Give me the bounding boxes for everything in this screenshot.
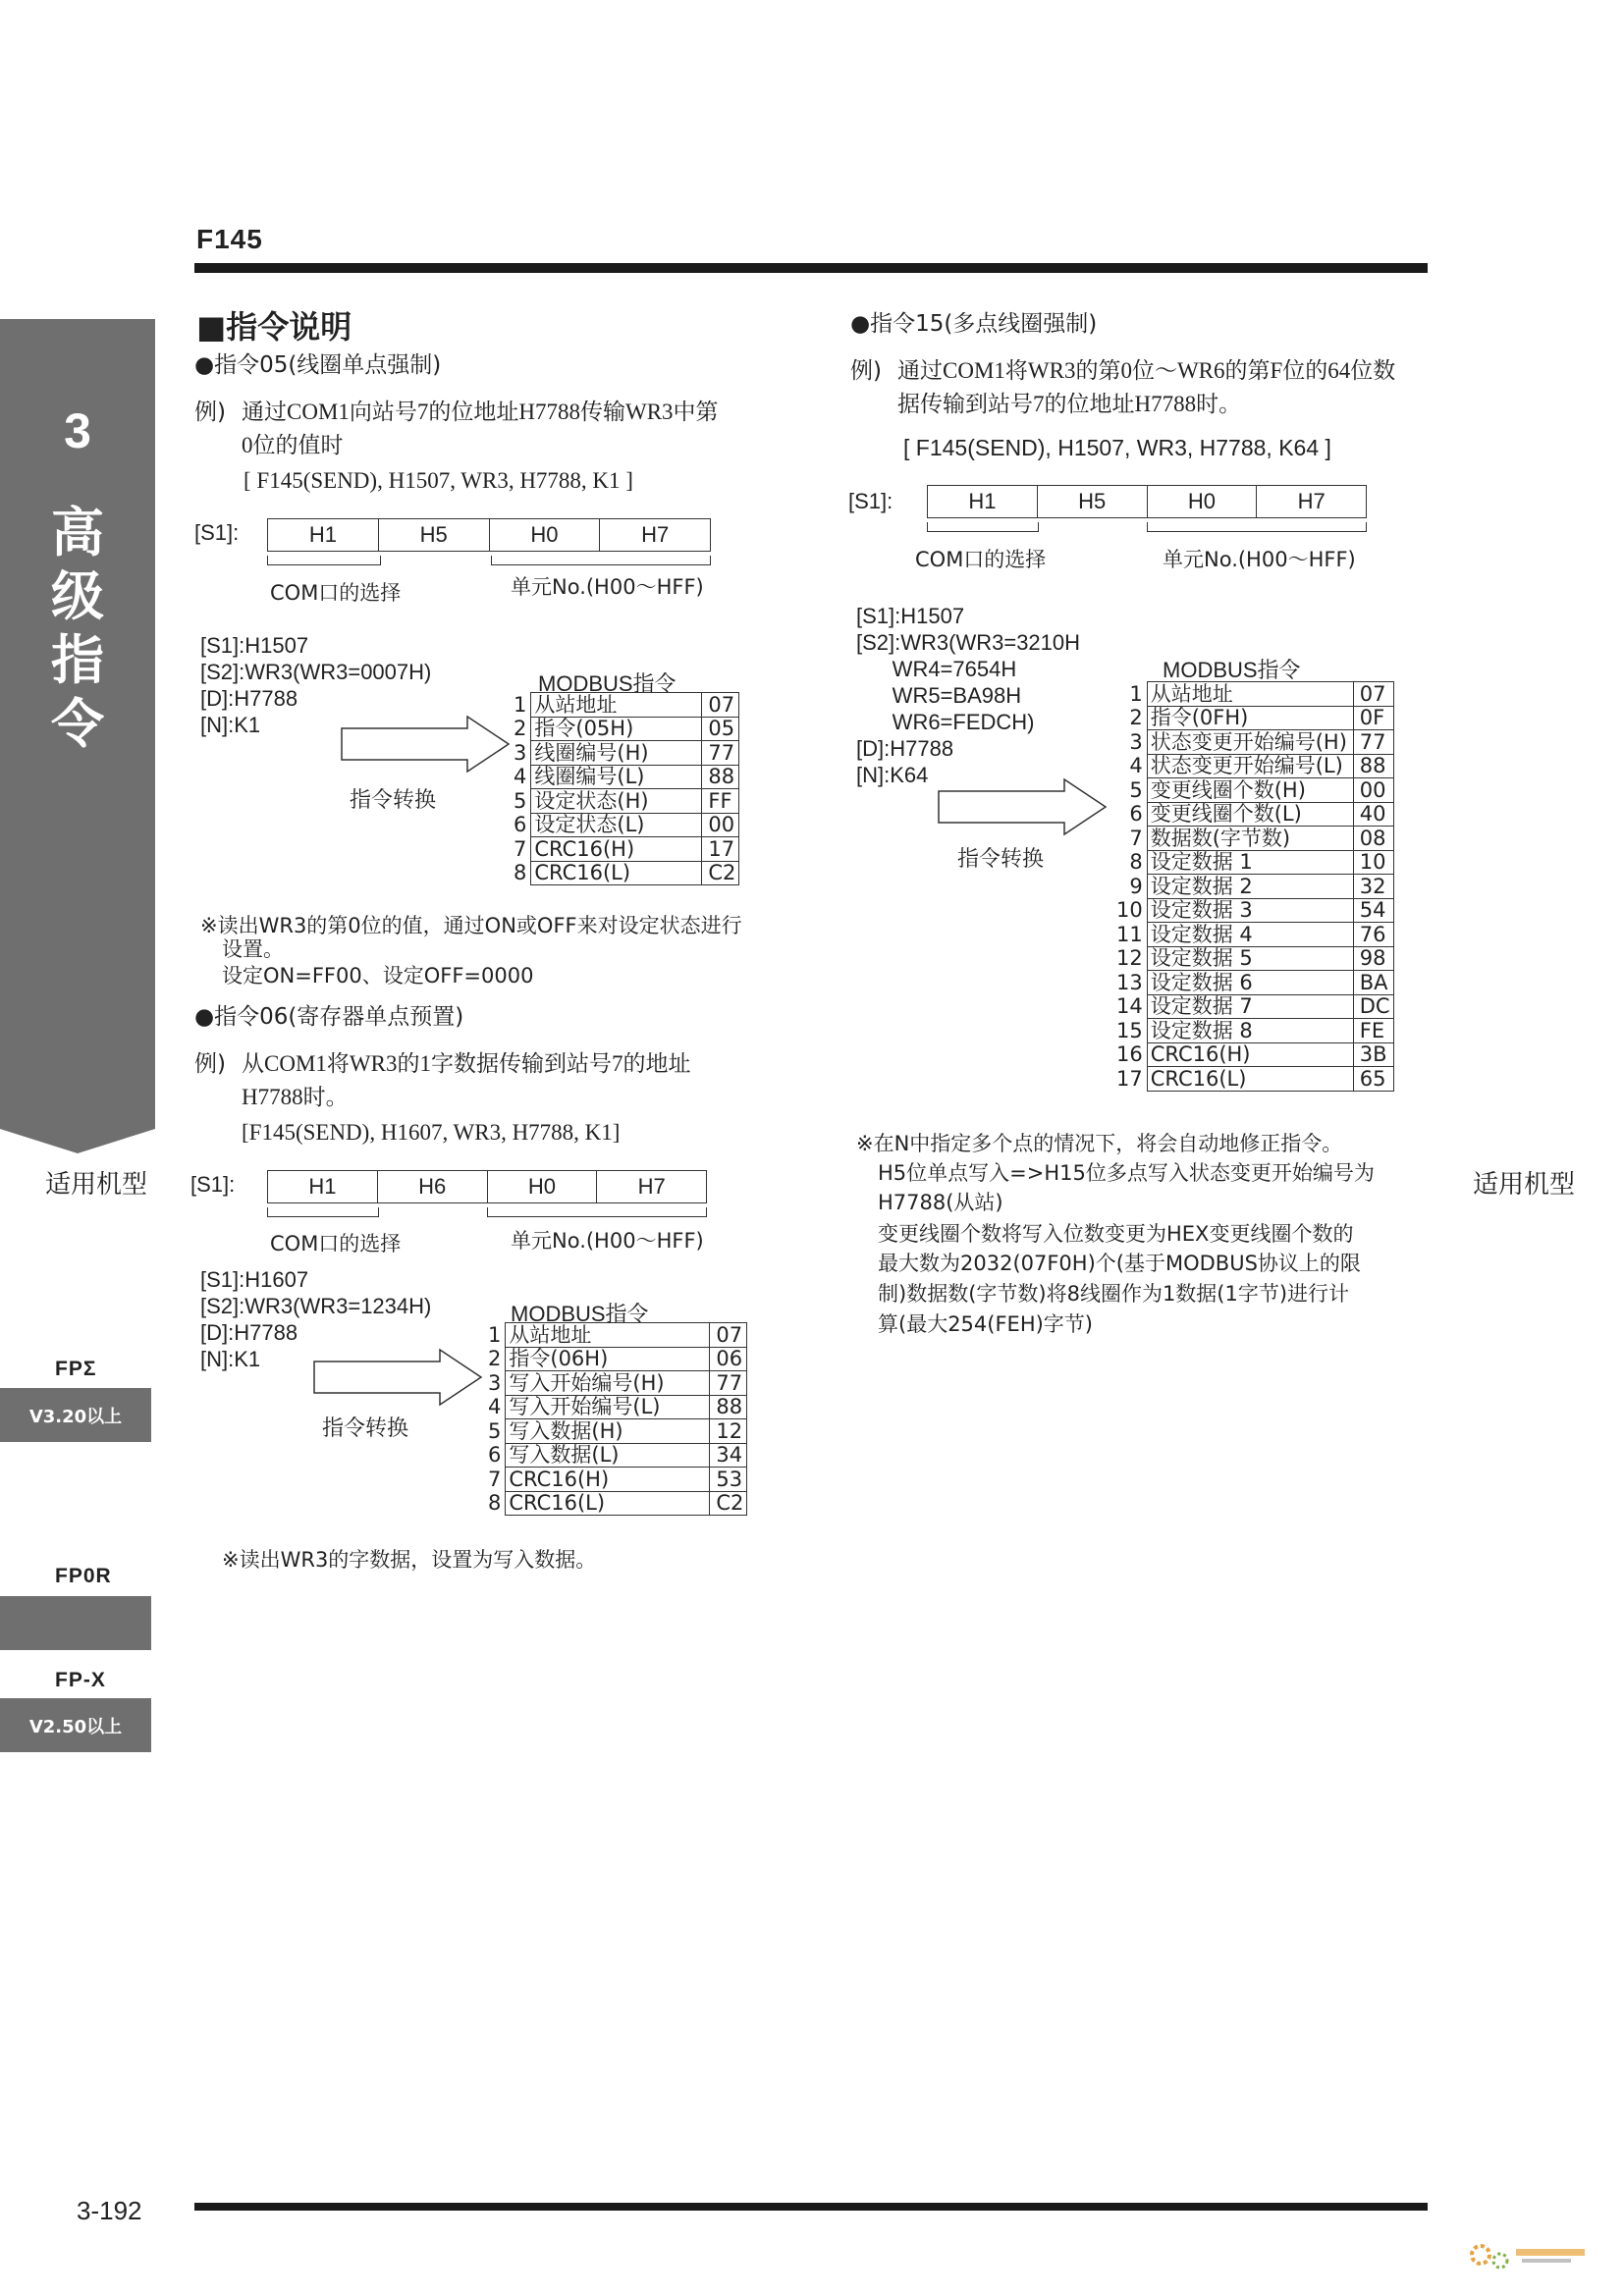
param-s2: [S2]:WR3(WR3=1234H)	[200, 1294, 432, 1318]
field-value: 07	[702, 693, 739, 718]
param-d: [D]:H7788	[200, 1320, 298, 1345]
field-value: 76	[1353, 923, 1393, 947]
row-number: 3	[514, 740, 527, 765]
s1-cell: H0	[1148, 486, 1258, 517]
param-s2-wr4: WR4=7654H	[856, 657, 1017, 681]
cmd15-note: H5位单点写入=>H15位多点写入状态变更开始编号为	[878, 1161, 1375, 1185]
s1-cell: H1	[928, 486, 1038, 517]
brace	[267, 556, 381, 565]
modbus-table-cmd05	[511, 692, 739, 885]
brace	[1147, 522, 1367, 532]
row-number: 13	[1116, 970, 1143, 994]
field-value: 34	[710, 1443, 747, 1468]
watermark-logo-icon	[1467, 2235, 1595, 2274]
field-value: 98	[1353, 946, 1393, 971]
chapter-title-char: 高	[51, 502, 104, 563]
row-number: 11	[1116, 922, 1143, 946]
field-name: 设定数据 2	[1147, 875, 1353, 899]
conversion-arrow-icon	[340, 715, 513, 774]
s1-cell: H5	[1038, 486, 1148, 517]
field-name: 状态变更开始编号(H)	[1147, 730, 1353, 755]
cmd15-example-line2: 据传输到站号7的位地址H7788时。	[897, 392, 1242, 416]
table-row	[1113, 923, 1393, 947]
cmd15-note: 算(最大254(FEH)字节)	[878, 1312, 1093, 1336]
s1-cell: H1	[268, 1171, 378, 1202]
cmd05-example-line1: 通过COM1向站号7的位地址H7788传输WR3中第	[242, 400, 719, 424]
table-row	[485, 1468, 747, 1492]
table-row	[1113, 898, 1393, 923]
field-value: 12	[710, 1419, 747, 1444]
table-row	[1113, 1042, 1393, 1067]
chapter-number: 3	[64, 403, 91, 458]
table-row	[1113, 706, 1393, 730]
field-value: 07	[710, 1323, 747, 1348]
table-row	[485, 1419, 747, 1444]
brace	[927, 522, 1039, 532]
field-value: 17	[702, 837, 739, 862]
field-value: 32	[1353, 875, 1393, 899]
cmd06-example-line2: H7788时。	[242, 1085, 349, 1109]
table-row	[511, 789, 739, 814]
row-number: 8	[1129, 850, 1143, 875]
field-name: 指令(0FH)	[1147, 706, 1353, 730]
conversion-label: 指令转换	[957, 847, 1045, 872]
model-version-box: V3.20以上	[0, 1388, 151, 1442]
com-port-select-label: COM口的选择	[270, 1232, 402, 1255]
applicable-models-label: 适用机型	[45, 1170, 148, 1200]
cmd05-title: ●指令05(线圈单点强制)	[194, 352, 442, 378]
unit-no-label: 单元No.(H00～HFF)	[511, 1229, 704, 1253]
cmd06-instruction: [F145(SEND), H1607, WR3, H7788, K1]	[242, 1120, 621, 1145]
brace	[491, 556, 711, 565]
modbus-table-cmd15	[1113, 681, 1394, 1092]
header-rule	[194, 263, 1428, 273]
field-value: 77	[1353, 730, 1393, 755]
table-row	[511, 861, 739, 885]
section-title: ■指令说明	[196, 308, 352, 346]
table-row	[1113, 778, 1393, 803]
model-name: FPΣ	[55, 1358, 97, 1380]
row-number: 12	[1116, 946, 1143, 971]
param-s2: [S2]:WR3(WR3=0007H)	[200, 660, 432, 684]
footer-rule	[194, 2203, 1428, 2211]
field-value: 10	[1353, 850, 1393, 875]
s1-cell: H7	[637, 1174, 666, 1199]
cmd06-note: ※读出WR3的字数据，设置为写入数据。	[222, 1548, 597, 1572]
param-d: [D]:H7788	[200, 686, 298, 711]
table-row	[1113, 1019, 1393, 1043]
field-name: 设定数据 1	[1147, 850, 1353, 875]
field-value: 54	[1353, 898, 1393, 923]
table-row	[1113, 971, 1393, 995]
model-name: FP-X	[55, 1669, 106, 1691]
field-name: CRC16(L)	[506, 1491, 710, 1516]
row-number: 3	[488, 1370, 502, 1395]
table-row	[1113, 802, 1393, 827]
field-value: 77	[710, 1371, 747, 1396]
param-s1: [S1]:H1507	[856, 604, 965, 628]
brace	[267, 1207, 379, 1217]
field-value: 88	[1353, 754, 1393, 778]
row-number: 6	[514, 813, 527, 837]
unit-no-label: 单元No.(H00～HFF)	[511, 575, 704, 599]
chapter-title-char: 级	[51, 565, 104, 627]
field-value: 40	[1353, 802, 1393, 827]
field-name: CRC16(H)	[531, 837, 702, 862]
param-d: [D]:H7788	[856, 736, 954, 761]
row-number: 4	[514, 765, 527, 789]
cmd15-note: 变更线圈个数将写入位数变更为HEX变更线圈个数的	[878, 1222, 1354, 1246]
field-value: 0F	[1353, 706, 1393, 730]
cmd15-note: H7788(从站)	[878, 1191, 1003, 1214]
s1-cell: H0	[488, 1171, 598, 1202]
field-value: C2	[702, 861, 739, 885]
row-number: 7	[514, 836, 527, 861]
row-number: 7	[1129, 826, 1143, 850]
field-value: 05	[702, 717, 739, 741]
s1-cell: H6	[378, 1171, 488, 1202]
field-name: 设定数据 3	[1147, 898, 1353, 923]
page-header-title: F145	[196, 224, 263, 254]
field-name: 从站地址	[1147, 682, 1353, 707]
chapter-title-char: 指	[51, 629, 104, 691]
field-name: 写入数据(H)	[506, 1419, 710, 1444]
field-name: 设定数据 8	[1147, 1019, 1353, 1043]
cmd15-note: 最大数为2032(07F0H)个(基于MODBUS协议上的限	[878, 1252, 1361, 1275]
table-row	[485, 1395, 747, 1419]
row-number: 4	[1129, 754, 1143, 778]
field-value: 00	[702, 813, 739, 837]
field-value: FE	[1353, 1019, 1393, 1043]
field-name: 写入开始编号(L)	[506, 1395, 710, 1419]
row-number: 15	[1116, 1018, 1143, 1042]
row-number: 5	[514, 788, 527, 813]
cmd06-example-label: 例)	[194, 1051, 226, 1077]
table-row	[511, 741, 739, 766]
cmd05-example-label: 例)	[194, 400, 226, 425]
field-value: 08	[1353, 827, 1393, 851]
s1-label: [S1]:	[194, 520, 240, 545]
modbus-table-title: MODBUS指令	[511, 1302, 649, 1326]
brace	[487, 1207, 707, 1217]
unit-no-label: 单元No.(H00～HFF)	[1163, 548, 1356, 571]
table-row	[485, 1347, 747, 1371]
cmd05-note: 设置。	[222, 937, 284, 961]
row-number: 16	[1116, 1042, 1143, 1067]
model-name: FP0R	[55, 1565, 112, 1587]
row-number: 2	[488, 1347, 502, 1371]
s1-cell: H7	[641, 522, 670, 547]
field-value: 88	[702, 765, 739, 789]
param-s2-wr5: WR5=BA98H	[856, 683, 1022, 708]
table-row	[1113, 1067, 1393, 1092]
page-number: 3-192	[77, 2196, 142, 2225]
model-version-box	[0, 1596, 151, 1650]
modbus-table-cmd06	[485, 1322, 747, 1516]
field-name: 写入数据(L)	[506, 1443, 710, 1468]
conversion-label: 指令转换	[350, 788, 437, 813]
param-n: [N]:K1	[200, 1347, 261, 1371]
param-n: [N]:K64	[856, 763, 929, 787]
table-row	[511, 765, 739, 789]
table-row	[511, 717, 739, 741]
field-name: 设定数据 7	[1147, 994, 1353, 1019]
row-number: 3	[1129, 729, 1143, 754]
table-row	[1113, 827, 1393, 851]
com-port-select-label: COM口的选择	[915, 548, 1047, 571]
table-row	[511, 813, 739, 837]
row-number: 2	[1129, 706, 1143, 730]
field-value: 00	[1353, 778, 1393, 803]
field-name: 状态变更开始编号(L)	[1147, 754, 1353, 778]
param-s2-wr6: WR6=FEDCH)	[856, 710, 1035, 734]
field-name: 数据数(字节数)	[1147, 827, 1353, 851]
s1-bit-box	[927, 485, 1367, 518]
param-s1: [S1]:H1607	[200, 1267, 309, 1292]
s1-bit-box	[267, 518, 711, 552]
row-number: 7	[488, 1467, 502, 1491]
s1-label: [S1]:	[848, 489, 893, 513]
cmd15-example-line1: 通过COM1将WR3的第0位～WR6的第F位的64位数	[897, 358, 1396, 383]
field-name: 变更线圈个数(L)	[1147, 802, 1353, 827]
table-row	[485, 1443, 747, 1468]
table-row	[1113, 754, 1393, 778]
field-name: 从站地址	[506, 1323, 710, 1348]
table-row	[1113, 682, 1393, 707]
field-value: 3B	[1353, 1042, 1393, 1067]
table-row	[1113, 946, 1393, 971]
field-value: FF	[702, 789, 739, 814]
table-row	[485, 1323, 747, 1348]
row-number: 6	[1129, 802, 1143, 827]
param-s2: [S2]:WR3(WR3=3210H	[856, 630, 1081, 655]
cmd15-example-label: 例)	[850, 358, 882, 384]
s1-cell: H0	[490, 519, 601, 551]
row-number: 10	[1116, 898, 1143, 923]
s1-cell: H5	[379, 519, 490, 551]
cmd15-title: ●指令15(多点线圈强制)	[850, 311, 1098, 337]
row-number: 5	[488, 1418, 502, 1443]
field-value: 77	[702, 741, 739, 766]
table-row	[511, 837, 739, 862]
field-name: 设定状态(L)	[531, 813, 702, 837]
field-name: CRC16(H)	[506, 1468, 710, 1492]
field-name: 指令(06H)	[506, 1347, 710, 1371]
field-value: 07	[1353, 682, 1393, 707]
conversion-arrow-icon	[937, 777, 1110, 836]
field-value: 53	[710, 1468, 747, 1492]
field-value: 65	[1353, 1067, 1393, 1092]
field-name: 从站地址	[531, 693, 702, 718]
field-name: CRC16(L)	[531, 861, 702, 885]
field-name: 设定数据 4	[1147, 923, 1353, 947]
field-value: BA	[1353, 971, 1393, 995]
table-row	[1113, 730, 1393, 755]
model-version-box: V2.50以上	[0, 1698, 151, 1752]
row-number: 1	[1129, 681, 1143, 706]
table-row	[511, 693, 739, 718]
field-name: 线圈编号(L)	[531, 765, 702, 789]
field-name: 设定数据 5	[1147, 946, 1353, 971]
conversion-arrow-icon	[312, 1348, 485, 1407]
field-value: 88	[710, 1395, 747, 1419]
cmd15-instruction: [ F145(SEND), H1507, WR3, H7788, K64 ]	[903, 435, 1331, 460]
s1-bit-box	[267, 1170, 707, 1203]
s1-cell: H7	[1297, 489, 1326, 513]
field-name: CRC16(L)	[1147, 1067, 1353, 1092]
row-number: 5	[1129, 777, 1143, 802]
modbus-table-title: MODBUS指令	[538, 671, 677, 696]
modbus-table-title: MODBUS指令	[1163, 658, 1301, 682]
cmd06-title: ●指令06(寄存器单点预置)	[194, 1004, 464, 1030]
row-number: 1	[514, 692, 527, 717]
s1-label: [S1]:	[190, 1172, 236, 1197]
row-number: 9	[1129, 874, 1143, 898]
field-value: 06	[710, 1347, 747, 1371]
cmd15-note: 制)数据数(字节数)将8线圈作为1数据(1字节)进行计	[878, 1282, 1350, 1306]
cmd06-example-line1: 从COM1将WR3的1字数据传输到站号7的地址	[242, 1051, 691, 1076]
table-row	[485, 1491, 747, 1516]
cmd05-note: ※读出WR3的第0位的值，通过ON或OFF来对设定状态进行	[200, 914, 742, 937]
chapter-title-char: 令	[51, 693, 104, 755]
row-number: 14	[1116, 994, 1143, 1019]
row-number: 8	[514, 861, 527, 885]
field-name: CRC16(H)	[1147, 1042, 1353, 1067]
field-name: 变更线圈个数(H)	[1147, 778, 1353, 803]
field-value: DC	[1353, 994, 1393, 1019]
row-number: 17	[1116, 1066, 1143, 1091]
field-name: 设定数据 6	[1147, 971, 1353, 995]
field-value: C2	[710, 1491, 747, 1516]
cmd15-note: ※在N中指定多个点的情况下，将会自动地修正指令。	[856, 1132, 1343, 1155]
cmd05-example-line2: 0位的值时	[242, 433, 344, 457]
conversion-label: 指令转换	[322, 1416, 409, 1441]
s1-cell: H1	[268, 519, 379, 551]
row-number: 2	[514, 717, 527, 741]
table-row	[1113, 850, 1393, 875]
table-row	[485, 1371, 747, 1396]
field-name: 写入开始编号(H)	[506, 1371, 710, 1396]
field-name: 线圈编号(H)	[531, 741, 702, 766]
table-row	[1113, 994, 1393, 1019]
table-row	[1113, 875, 1393, 899]
field-name: 设定状态(H)	[531, 789, 702, 814]
row-number: 6	[488, 1443, 502, 1468]
field-name: 指令(05H)	[531, 717, 702, 741]
row-number: 4	[488, 1395, 502, 1419]
applicable-models-label: 适用机型	[1473, 1170, 1576, 1200]
param-n: [N]:K1	[200, 713, 261, 737]
param-s1: [S1]:H1507	[200, 633, 309, 658]
com-port-select-label: COM口的选择	[270, 581, 402, 605]
cmd05-instruction: [ F145(SEND), H1507, WR3, H7788, K1 ]	[244, 468, 633, 493]
row-number: 1	[488, 1322, 502, 1347]
cmd05-note: 设定ON=FF00、设定OFF=0000	[222, 964, 534, 988]
row-number: 8	[488, 1491, 502, 1516]
